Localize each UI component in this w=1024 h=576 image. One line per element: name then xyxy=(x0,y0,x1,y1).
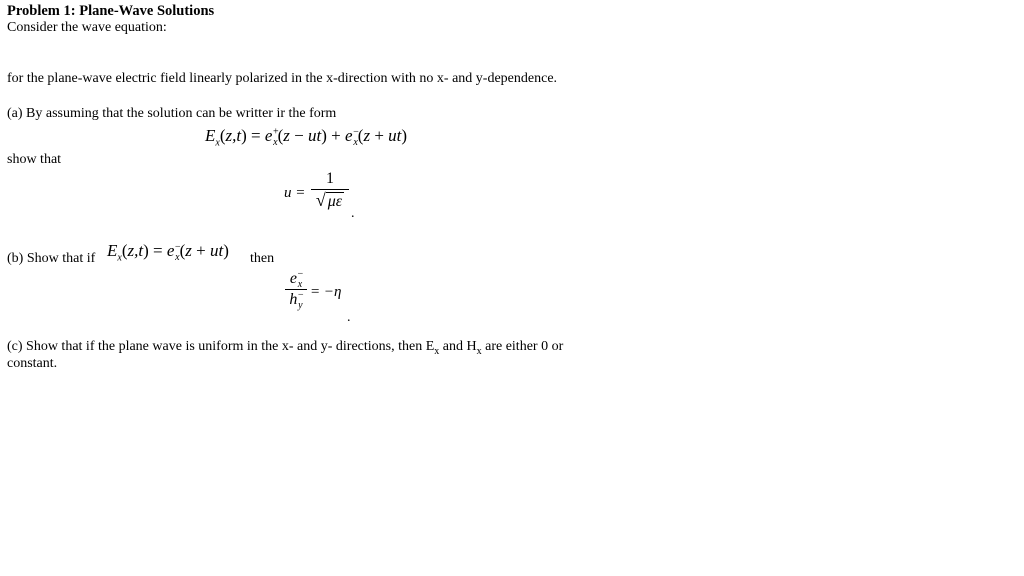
equation-u-lhs: u = xyxy=(284,185,306,201)
part-c-text-and: and H xyxy=(439,339,477,354)
problem-context: for the plane-wave electric field linearly polarized in the x-direction with no x- and y-dependence. xyxy=(7,71,558,86)
part-c-text-1: (c) Show that if the plane wave is uniform in the x- and y- directions, then E xyxy=(7,339,435,354)
part-a-text: (a) By assuming that the solution can be writter ir the form xyxy=(7,106,337,121)
equation-general-solution: $E_x(z,t) = e^+_x(z - ut) + e^-_x(z + ut)$ xyxy=(205,126,408,149)
part-a-show-that: show that xyxy=(7,152,62,167)
part-c-text-end: are either 0 or xyxy=(481,339,564,354)
sqrt-symbol: √ με xyxy=(315,190,343,210)
part-c-line-2: constant. xyxy=(7,356,58,371)
radicand: με xyxy=(327,193,343,210)
part-c-line-1: (c) Show that if the plane wave is uniform in the x- and y- directions, then $E_x$ and $H_x$ are either 0 or xyxy=(7,339,564,357)
problem-intro: Consider the wave equation: xyxy=(7,20,167,35)
equation-b-condition: $E_x(z,t) = e^-_x(z + ut)$ xyxy=(107,241,229,264)
part-b-text-after: then xyxy=(250,251,275,266)
part-b-text-before: (b) Show that if xyxy=(7,251,96,266)
part-a-period: . xyxy=(351,206,355,221)
fraction-numerator: 1 xyxy=(326,170,334,187)
part-b-period: . xyxy=(347,310,351,325)
equation-u-fraction xyxy=(311,170,349,211)
fraction-numerator-e: $e^-_x$ xyxy=(289,268,304,291)
equation-b-rhs: = −η xyxy=(310,284,342,300)
equation-b-fraction xyxy=(285,268,307,312)
fraction-denominator xyxy=(311,191,349,211)
problem-title: Problem 1: Plane-Wave Solutions xyxy=(7,3,215,19)
fraction-denominator-h: $h^-_y$ xyxy=(289,289,305,312)
